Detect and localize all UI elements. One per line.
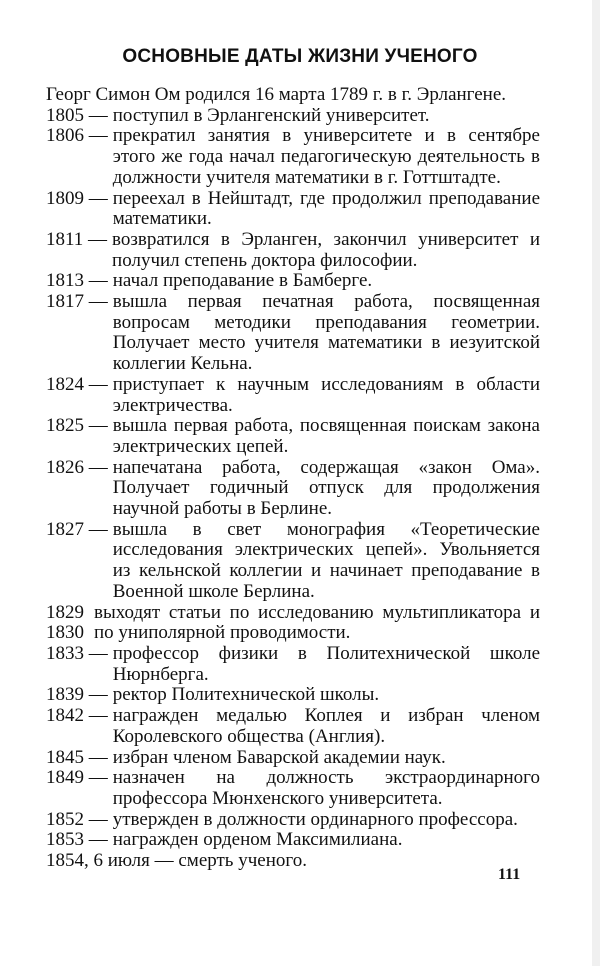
entry-text: ректор Политехнической школы. <box>112 684 380 706</box>
timeline-entry <box>46 520 540 603</box>
final-entry: 1854, 6 июля — смерть ученого. <box>46 850 307 872</box>
entry-text: напечатана работа, содержащая «закон Ома». Получает годичный отпуск для продолжения научной работы в Берлине. <box>112 456 540 520</box>
entry-text: вышла первая печатная работа, посвященная вопросам методики преподавания геометрии. Получает место учителя математики в иезуитской коллегии Кельна. <box>112 291 540 375</box>
timeline-entry <box>46 230 540 271</box>
entry-text: вышла в свет монография «Теоретические исследования электрических цепей». Увольняется из кельнской коллегии и начинает преподавание в Военной школе Берлина. <box>112 518 540 602</box>
timeline <box>46 85 540 872</box>
entry-year: 1825 — <box>46 416 113 437</box>
timeline-entry <box>46 292 540 375</box>
entry-text: возвратился в Эрланген, закончил университет и получил степень доктора философии. <box>112 228 540 271</box>
entry-year: 1811 — <box>46 230 112 251</box>
entry-text: избран членом Баварской академии наук. <box>112 746 446 768</box>
entry-year: 1805 — <box>46 106 113 127</box>
entry-text: награжден медалью Коплея и избран членом Королевского общества (Англия). <box>112 705 540 747</box>
entry-year: 1829 <box>46 601 84 623</box>
timeline-entry <box>46 810 540 831</box>
entry-text: профессор физики в Политехнической школе Нюрнберга. <box>112 642 540 685</box>
entry-text: утвержден в должности ординарного профессора. <box>112 808 518 830</box>
entry-year: 1817 — <box>46 292 113 313</box>
entry-text: приступает к научным исследованиям в области электричества. <box>112 373 540 416</box>
timeline-entry <box>46 830 540 851</box>
entry-year: 1827 — <box>46 520 113 541</box>
entry-text: начал преподавание в Бамберге. <box>112 270 373 292</box>
timeline-entry <box>46 685 540 706</box>
entry-year-pair <box>46 603 89 644</box>
page-title: ОСНОВНЫЕ ДАТЫ ЖИЗНИ УЧЕНОГО <box>122 46 478 67</box>
timeline-entry <box>46 458 540 520</box>
entry-year: 1806 — <box>46 126 113 147</box>
entry-text: переехал в Нейштадт, где продолжил преподавание математики. <box>112 187 540 230</box>
timeline-entry <box>46 416 540 457</box>
page-edge-shadow <box>592 0 600 966</box>
timeline-entry <box>46 748 540 769</box>
timeline-entry <box>46 768 540 809</box>
timeline-entry <box>46 271 540 292</box>
entry-year: 1824 — <box>46 375 113 396</box>
entry-year: 1853 — <box>46 830 113 851</box>
timeline-entry <box>46 706 540 747</box>
entry-year: 1852 — <box>46 810 113 831</box>
entry-text: награжден орденом Максимилиана. <box>112 829 403 851</box>
entry-text: поступил в Эрлангенский университет. <box>112 104 430 126</box>
entry-text: вышла первая работа, посвященная поискам закона электрических цепей. <box>112 415 540 457</box>
entry-text: назначен на должность экстраординарного профессора Мюнхенского университета. <box>112 767 540 809</box>
entry-year: 1826 — <box>46 458 113 479</box>
entry-year: 1833 — <box>46 644 113 665</box>
timeline-entry-paired <box>46 603 540 644</box>
entry-year: 1809 — <box>46 189 113 210</box>
entry-text: выходят статьи по исследованию мультипликатора и по униполярной проводимости. <box>94 601 540 644</box>
timeline-entry <box>46 644 540 685</box>
intro-paragraph: Георг Симон Ом родился 16 марта 1789 г. в г. Эрлангене. <box>46 84 506 105</box>
entry-year: 1813 — <box>46 271 113 292</box>
timeline-entry <box>46 189 540 230</box>
entry-text: прекратил занятия в университете и в сентябре этого же года начал педагогическую деятельность в должности учителя математики в г. Готтштадте. <box>112 125 540 188</box>
timeline-entry <box>46 375 540 416</box>
page-number: 111 <box>498 866 521 883</box>
entry-year: 1845 — <box>46 748 113 769</box>
entry-year: 1842 — <box>46 706 113 727</box>
entry-year: 1830 <box>46 622 84 644</box>
entry-year: 1839 — <box>46 685 113 706</box>
timeline-entry <box>46 106 540 127</box>
timeline-entry <box>46 126 540 188</box>
entry-year: 1849 — <box>46 768 113 789</box>
